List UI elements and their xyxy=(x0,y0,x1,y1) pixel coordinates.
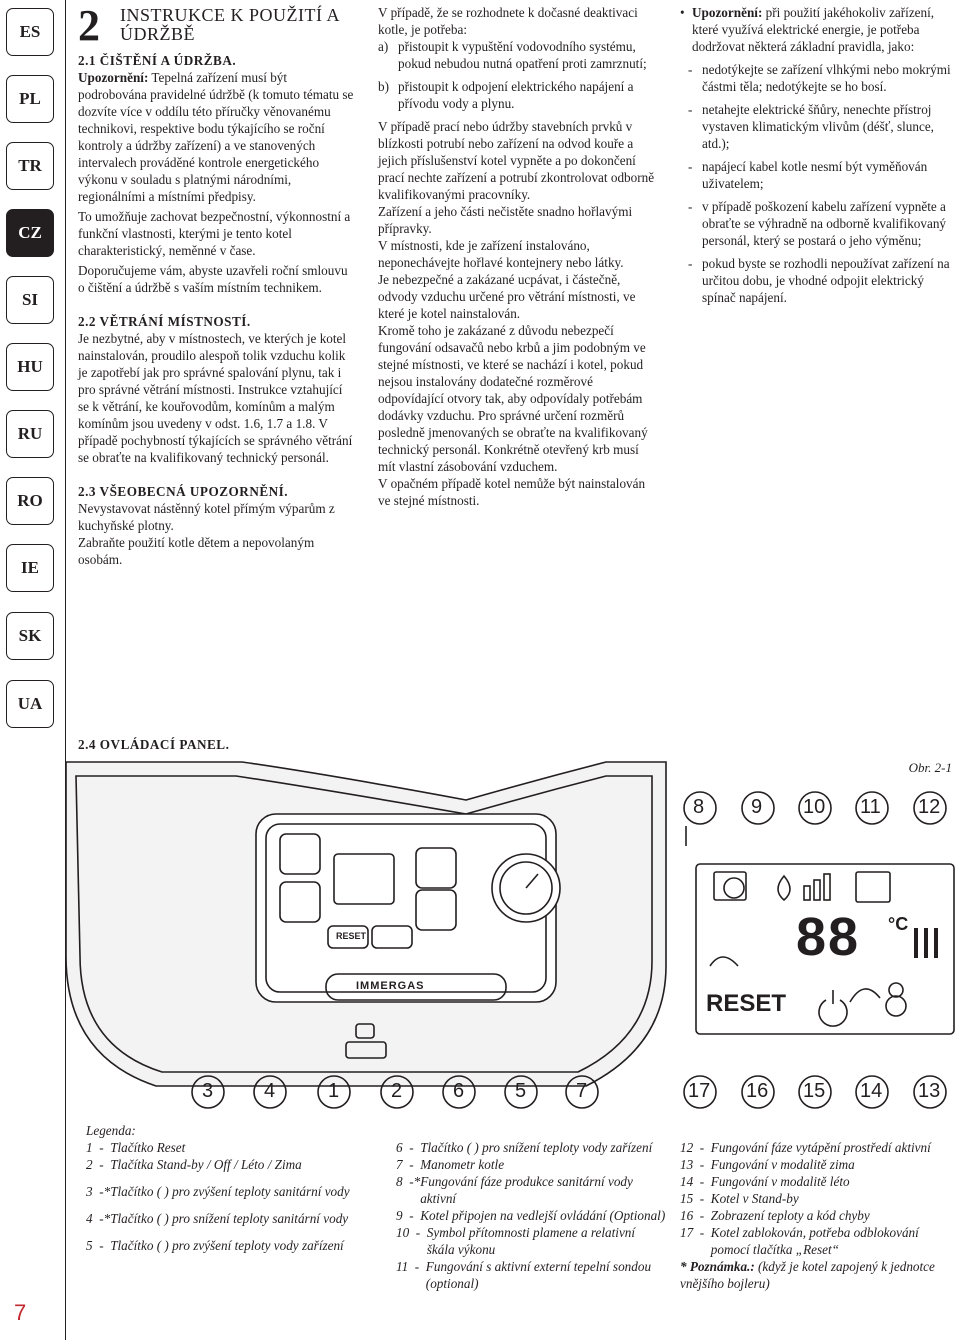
middle-paragraph-2: Zařízení a jeho části nečistěte snadno hořlavými přípravky. xyxy=(378,204,633,236)
legend-item: 8 -* Fungování fáze produkce sanitární vody aktivní xyxy=(396,1174,633,1206)
lang-tab-es[interactable]: ES xyxy=(6,8,54,56)
legend-item: 14 - Fungování v modalitě léto xyxy=(680,1174,850,1189)
brand-logo: IMMERGAS xyxy=(356,980,425,992)
electric-rules-list xyxy=(680,61,958,306)
column-middle xyxy=(378,4,656,509)
list-item: - v případě poškození kabelu zařízení vypněte a obraťte se výhradně na odborně kvalifikovaný personál, který se postará o jeho výměnu; xyxy=(684,198,958,249)
list-item: - napájecí kabel kotle nesmí být vyměňován uživatelem; xyxy=(684,158,958,192)
callout-15: 15 xyxy=(803,1080,826,1102)
legend-column-2 xyxy=(396,1139,666,1292)
margin-rule xyxy=(65,0,66,1340)
lang-tab-si[interactable]: SI xyxy=(6,276,54,324)
callout-4: 4 xyxy=(264,1080,276,1102)
control-panel-figure xyxy=(66,756,960,1136)
callout-8: 8 xyxy=(693,796,705,818)
legend-note: * Poznámka.: (když je kotel zapojený k jednotce vnějšího bojleru) xyxy=(680,1259,935,1291)
deactivation-item-a: a) přistoupit k vypuštění vodovodního systému, pokud nebudou nutná opatření proti zamrznutí; xyxy=(378,39,647,71)
lang-tab-ua[interactable]: UA xyxy=(6,680,54,728)
page-number: 7 xyxy=(14,1300,27,1325)
section-2-1-heading: 2.1 ČIŠTĚNÍ A ÚDRŽBA. xyxy=(78,53,237,68)
callout-10: 10 xyxy=(803,796,826,818)
section-2-3-paragraph-1: Nevystavovat nástěnný kotel přímým výparům z kuchyňské plotny. xyxy=(78,501,335,533)
deactivation-intro: V případě, že se rozhodnete k dočasné deaktivaci kotle, je potřeba: xyxy=(378,5,638,37)
callout-17: 17 xyxy=(688,1080,711,1102)
deactivation-item-b: b) přistoupit k odpojení elektrického napájení a přívodu vody a plynu. xyxy=(378,79,634,111)
display-unit: °C xyxy=(888,914,909,934)
legend-column-1 xyxy=(86,1122,376,1254)
middle-paragraph-5: Kromě toho je zakázané z důvodu nebezpečí fungování odsavačů nebo krbů a jim podobným ve stejné místnosti, ve které se nachází i kotel, pokud nejsou instalovány dodatečné rozměrové odpovídající otvory tak, aby odpovídaly potřebám dodávky vzduchu. Pro správné určení rozměrů posledně jmenovaných se obraťte na kvalifikovaný technický personál. Konkrétně otevřený krb musí mít vlastní zásobování vzduchem. xyxy=(378,323,648,474)
legend-item: 4 -* Tlačítko ( ) pro snížení teploty sanitární vody xyxy=(86,1211,349,1226)
section-2-1-paragraph-2: To umožňuje zachovat bezpečnostní, výkonnostní a funkční vlastnosti, kterými je tento kotel charakteristický, neměnné v čase. xyxy=(78,209,351,258)
callout-16: 16 xyxy=(746,1080,769,1102)
legend-item: 9 - Kotel připojen na vedlejší ovládání (Optional) xyxy=(396,1208,666,1223)
legend-item: 12 - Fungování fáze vytápění prostředí aktivní xyxy=(680,1140,931,1155)
panel-reset-button[interactable]: RESET xyxy=(336,931,367,941)
lang-tab-cz[interactable]: CZ xyxy=(6,209,54,257)
lang-tab-sk[interactable]: SK xyxy=(6,612,54,660)
lang-tab-ie[interactable]: IE xyxy=(6,544,54,592)
callout-6: 6 xyxy=(453,1080,465,1102)
callout-9: 9 xyxy=(751,796,763,818)
section-2-1-paragraph-1: Upozornění: Tepelná zařízení musí být podrobována pravidelné údržbě (k tomuto tématu se dozvíte více v oddílu této příručky věnovanému technikovi, respektive bodu týkajícího se roční kontroly a údržby zařízení) a ve stanovených intervalech prováděné kontrole energetického výkonu v souladu s platnými národními, regionálními a místními předpisy. xyxy=(78,70,354,204)
callout-11: 11 xyxy=(860,796,881,818)
callout-12: 12 xyxy=(918,796,941,818)
display-reset-indicator: RESET xyxy=(706,990,787,1017)
callout-7: 7 xyxy=(576,1080,588,1102)
column-left xyxy=(78,52,354,568)
electric-warning: • Upozornění: při použití jakéhokoliv zařízení, které využívá elektrické energie, je potřeba dodržovat některá základní pravidla, jako: xyxy=(680,5,935,54)
lang-tab-ro[interactable]: RO xyxy=(6,477,54,525)
display-temperature: 88 xyxy=(796,907,861,967)
callout-3: 3 xyxy=(202,1080,214,1102)
legend-item: 11 - Fungování s aktivní externí tepelní sondou (optional) xyxy=(396,1259,652,1291)
middle-paragraph-1: V případě prací nebo údržby stavebních prvků v blízkosti potrubí nebo zařízení na odvod kouře a jejich příslušenství kotel vypněte a po dokončení prací nechte zařízení a potrubí zkontrolovat odborně kvalifikovanými pracovníky. xyxy=(378,119,655,202)
middle-paragraph-6: V opačném případě kotel nemůže být nainstalován ve stejné místnosti. xyxy=(378,476,646,508)
section-2-3-heading: 2.3 VŠEOBECNÁ UPOZORNĚNÍ. xyxy=(78,484,289,499)
middle-paragraph-3: V místnosti, kde je zařízení instalováno, neponechávejte hořlavé kontejnery nebo látky. xyxy=(378,238,624,270)
list-item: - pokud byste se rozhodli nepoužívat zařízení na určitou dobu, je vhodné odpojit elektrický spínač napájení. xyxy=(684,255,958,306)
legend-column-3 xyxy=(680,1139,956,1292)
section-2-1-paragraph-3: Doporučujeme vám, abyste uzavřeli roční smlouvu o čištění a údržbě s vaším místním technikem. xyxy=(78,263,348,295)
legend-item: 15 - Kotel v Stand-by xyxy=(680,1191,799,1206)
section-2-4-heading: 2.4 OVLÁDACÍ PANEL. xyxy=(78,737,230,752)
legend-item: 3 -* Tlačítko ( ) pro zvýšení teploty sanitární vody xyxy=(86,1184,350,1199)
callout-5: 5 xyxy=(515,1080,527,1102)
legend-item: 2 - Tlačítka Stand-by / Off / Léto / Zima xyxy=(86,1157,302,1172)
warning-label: Upozornění: xyxy=(78,70,149,85)
middle-paragraph-4: Je nebezpečné a zakázané ucpávat, i částečně, odvody vzduchu určené pro větrání místnosti, ve které je kotel nainstalován. xyxy=(378,272,636,321)
callout-2: 2 xyxy=(391,1080,403,1102)
legend-item: 5 - Tlačítko ( ) pro zvýšení teploty vody zařízení xyxy=(86,1238,344,1253)
figure-label: Obr. 2-1 xyxy=(908,760,952,775)
legend-item: 13 - Fungování v modalitě zima xyxy=(680,1157,855,1172)
lang-tab-tr[interactable]: TR xyxy=(6,142,54,190)
legend-item: 10 - Symbol přítomnosti plamene a relativní škála výkonu xyxy=(396,1225,636,1257)
lang-tab-hu[interactable]: HU xyxy=(6,343,54,391)
column-right xyxy=(680,4,958,312)
legend-item: 16 - Zobrazení teploty a kód chyby xyxy=(680,1208,870,1223)
chapter-number: 2 xyxy=(78,1,100,50)
legend-item: 6 - Tlačítko ( ) pro snížení teploty vody zařízení xyxy=(396,1140,653,1155)
list-item: - nedotýkejte se zařízení vlhkými nebo mokrými částmi těla; nedotýkejte se ho bosí. xyxy=(684,61,958,95)
legend-item: 7 - Manometr kotle xyxy=(396,1157,505,1172)
callout-14: 14 xyxy=(860,1080,883,1102)
section-2-3-paragraph-2: Zabraňte použití kotle dětem a nepovolaným osobám. xyxy=(78,535,315,567)
callout-13: 13 xyxy=(918,1080,941,1102)
list-item: - netahejte elektrické šňůry, nenechte přístroj vystaven klimatickým vlivům (déšť, slunce, atd.); xyxy=(684,101,958,152)
lang-tab-pl[interactable]: PL xyxy=(6,75,54,123)
legend-title: Legenda: xyxy=(86,1123,136,1138)
lang-tab-ru[interactable]: RU xyxy=(6,410,54,458)
callout-1: 1 xyxy=(328,1080,340,1102)
section-2-2-heading: 2.2 VĚTRÁNÍ MÍSTNOSTÍ. xyxy=(78,314,251,329)
legend-item: 17 - Kotel zablokován, potřeba odblokování pomocí tlačítka „Reset“ xyxy=(680,1225,919,1257)
legend-item: 1 - Tlačítko Reset xyxy=(86,1140,186,1155)
chapter-title: INSTRUKCE K POUŽITÍ A ÚDRŽBĚ xyxy=(120,5,340,44)
section-2-2-paragraph: Je nezbytné, aby v místnostech, ve kterých je kotel nainstalován, proudilo alespoň tolik vzduchu kolik je zapotřebí jak pro správné spalování plynu, tak i pro správné větrání místnosti. Instrukce vztahující se k větrání, ke kouřovodům, komínům a malým komínům jsou uvedeny v odst. 1.6, 1.7 a 1.8. V případě pochybností týkajících se správného větrání se obraťte na kvalifikovaný technický personál. xyxy=(78,331,353,465)
